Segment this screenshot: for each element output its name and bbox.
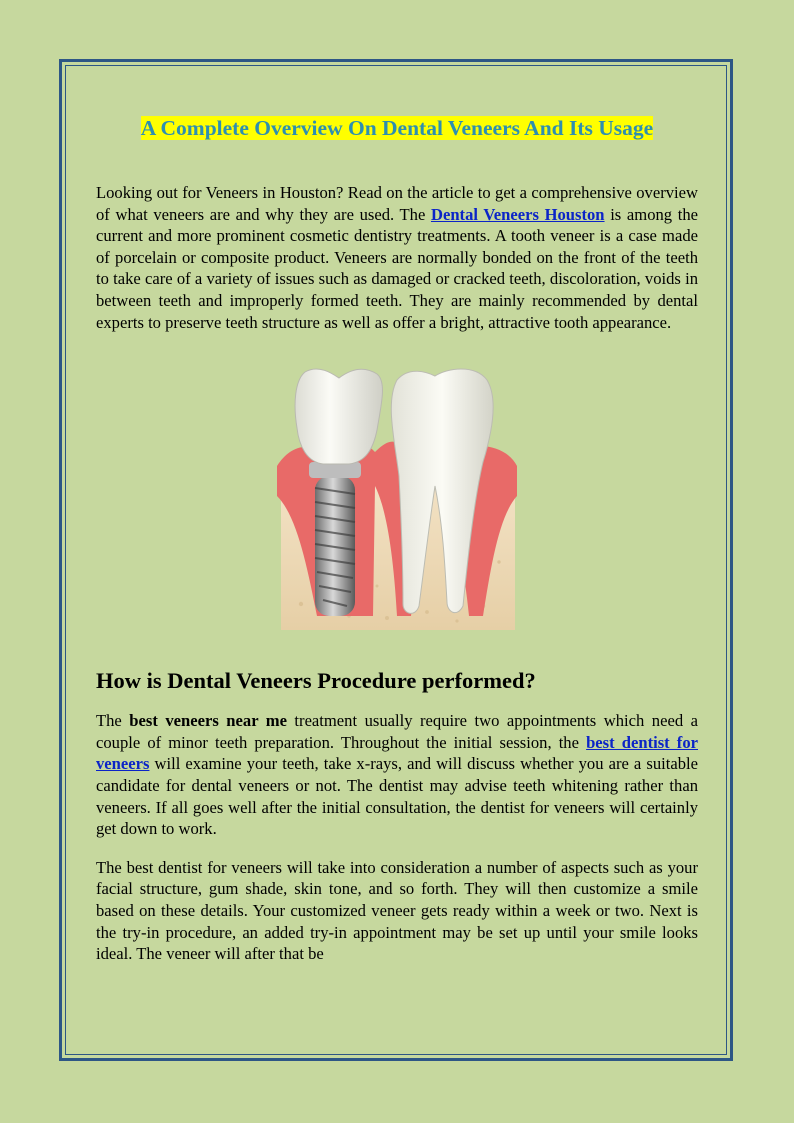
best-dentist-for-veneers-link[interactable]: best dentist for veneers: [96, 732, 698, 774]
intro-text-2: is among the current and more prominent cosmetic dentistry treatments. A tooth veneer is a case made of porcelain or composite product. Veneers are normally bonded on the front of the teeth to take care of a variety of issues such as damaged or cracked teeth, discoloration, voids in between teeth and improperly formed teeth. They are mainly recommended by dental experts to preserve teeth structure as well as offer a bright, attractive tooth appearance.: [96, 204, 699, 332]
dental-veneers-houston-link[interactable]: Dental Veneers Houston: [430, 204, 605, 224]
implant-screw-shape: [309, 462, 361, 616]
document-body: [96, 112, 698, 965]
followup-paragraph: The best dentist for veneers will take into consideration a number of aspects such as your facial structure, gum shade, skin tone, and so forth. They will then customize a smile based on these details. Your customized veneer gets ready within a week or two. Next is the try-in procedure, an added try-in appointment may be set up until your smile looks ideal. The veneer will after that be: [96, 857, 698, 964]
title-block: [96, 112, 698, 144]
implant-crown-shape: [295, 369, 382, 464]
tooth-implant-image: [277, 366, 517, 630]
bold-phrase: best veneers near me: [129, 711, 287, 731]
section-heading: How is Dental Veneers Procedure performed?: [96, 668, 536, 694]
intro-text-1: Looking out for Veneers in Houston? Read on the article to get a comprehensive overview of what veneers are and why they are used. The: [96, 183, 698, 224]
procedure-lead: The: [96, 711, 130, 731]
page-title: A Complete Overview On Dental Veneers And Its Usage: [140, 116, 654, 140]
procedure-paragraph: [96, 710, 698, 840]
procedure-text-2: will examine your teeth, take x-rays, and will discuss whether you are a suitable candidate for dental veneers or not. The dentist may advise teeth whitening rather than veneers. If all goes well after the initial consultation, the dentist for veneers will certainly get down to work.: [96, 754, 698, 839]
intro-paragraph: [96, 182, 698, 333]
dental-implant-illustration: [277, 366, 517, 630]
procedure-text-1: treatment usually require two appointments which need a couple of minor teeth preparation. Throughout the initial session, the: [96, 711, 698, 752]
